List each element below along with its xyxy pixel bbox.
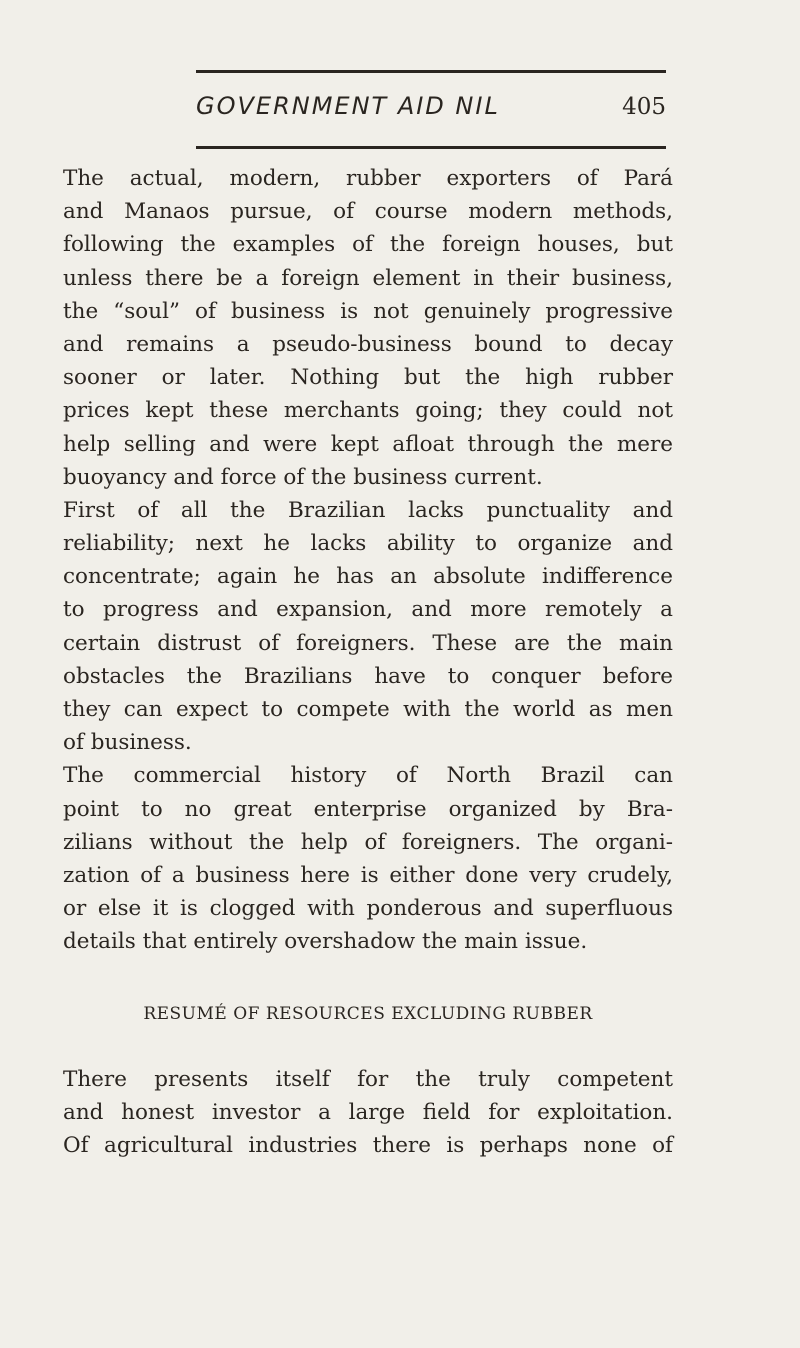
text-line: certain distrust of foreigners. These are the main xyxy=(63,630,673,656)
text-line: prices kept these merchants going; they could not xyxy=(63,398,673,424)
running-head xyxy=(196,92,666,132)
text-line: obstacles the Brazilians have to conquer before xyxy=(63,663,673,689)
text-line: to progress and expansion, and more remotely a xyxy=(63,597,673,623)
text-line: concentrate; again he has an absolute indifference xyxy=(63,564,673,590)
text-line: and Manaos pursue, of course modern methods, xyxy=(63,199,673,225)
text-line: unless there be a foreign element in their business, xyxy=(63,265,673,291)
text-line: details that entirely overshadow the main issue. xyxy=(63,929,588,955)
text-line: reliability; next he lacks ability to organize and xyxy=(63,531,673,557)
body-text-part1 xyxy=(63,162,673,959)
text-line: The actual, modern, rubber exporters of Pará xyxy=(63,166,673,191)
body-text-part2 xyxy=(63,1063,673,1163)
header-rule-top xyxy=(196,70,666,73)
section-heading: RESUMÉ OF RESOURCES EXCLUDING RUBBER xyxy=(143,1004,593,1024)
text-line: zilians without the help of foreigners. The organi- xyxy=(63,829,673,855)
page-number: 405 xyxy=(622,94,666,120)
text-line: buoyancy and force of the business current. xyxy=(63,464,543,490)
text-line: and remains a pseudo-business bound to decay xyxy=(63,331,673,357)
text-line: or else it is clogged with ponderous and superfluous xyxy=(63,896,673,922)
text-line: point to no great enterprise organized by Bra- xyxy=(63,796,673,822)
text-line: Of agricultural industries there is perhaps none of xyxy=(63,1133,673,1159)
text-line: zation of a business here is either done very crudely, xyxy=(63,862,673,888)
header-rule-bottom xyxy=(196,146,666,149)
running-title: GOVERNMENT AID NIL xyxy=(196,92,500,120)
text-line: following the examples of the foreign houses, but xyxy=(63,232,673,258)
text-line: and honest investor a large field for exploitation. xyxy=(63,1100,673,1126)
text-line: of business. xyxy=(63,730,192,756)
text-line: There presents itself for the truly competent xyxy=(63,1067,673,1092)
text-line: First of all the Brazilian lacks punctuality and xyxy=(63,497,673,523)
text-line: sooner or later. Nothing but the high rubber xyxy=(63,365,673,391)
text-line: the “soul” of business is not genuinely progressive xyxy=(63,298,673,324)
text-line: help selling and were kept afloat through the mere xyxy=(63,431,673,457)
text-line: they can expect to compete with the world as men xyxy=(63,697,673,722)
text-line: The commercial history of North Brazil can xyxy=(63,763,673,789)
